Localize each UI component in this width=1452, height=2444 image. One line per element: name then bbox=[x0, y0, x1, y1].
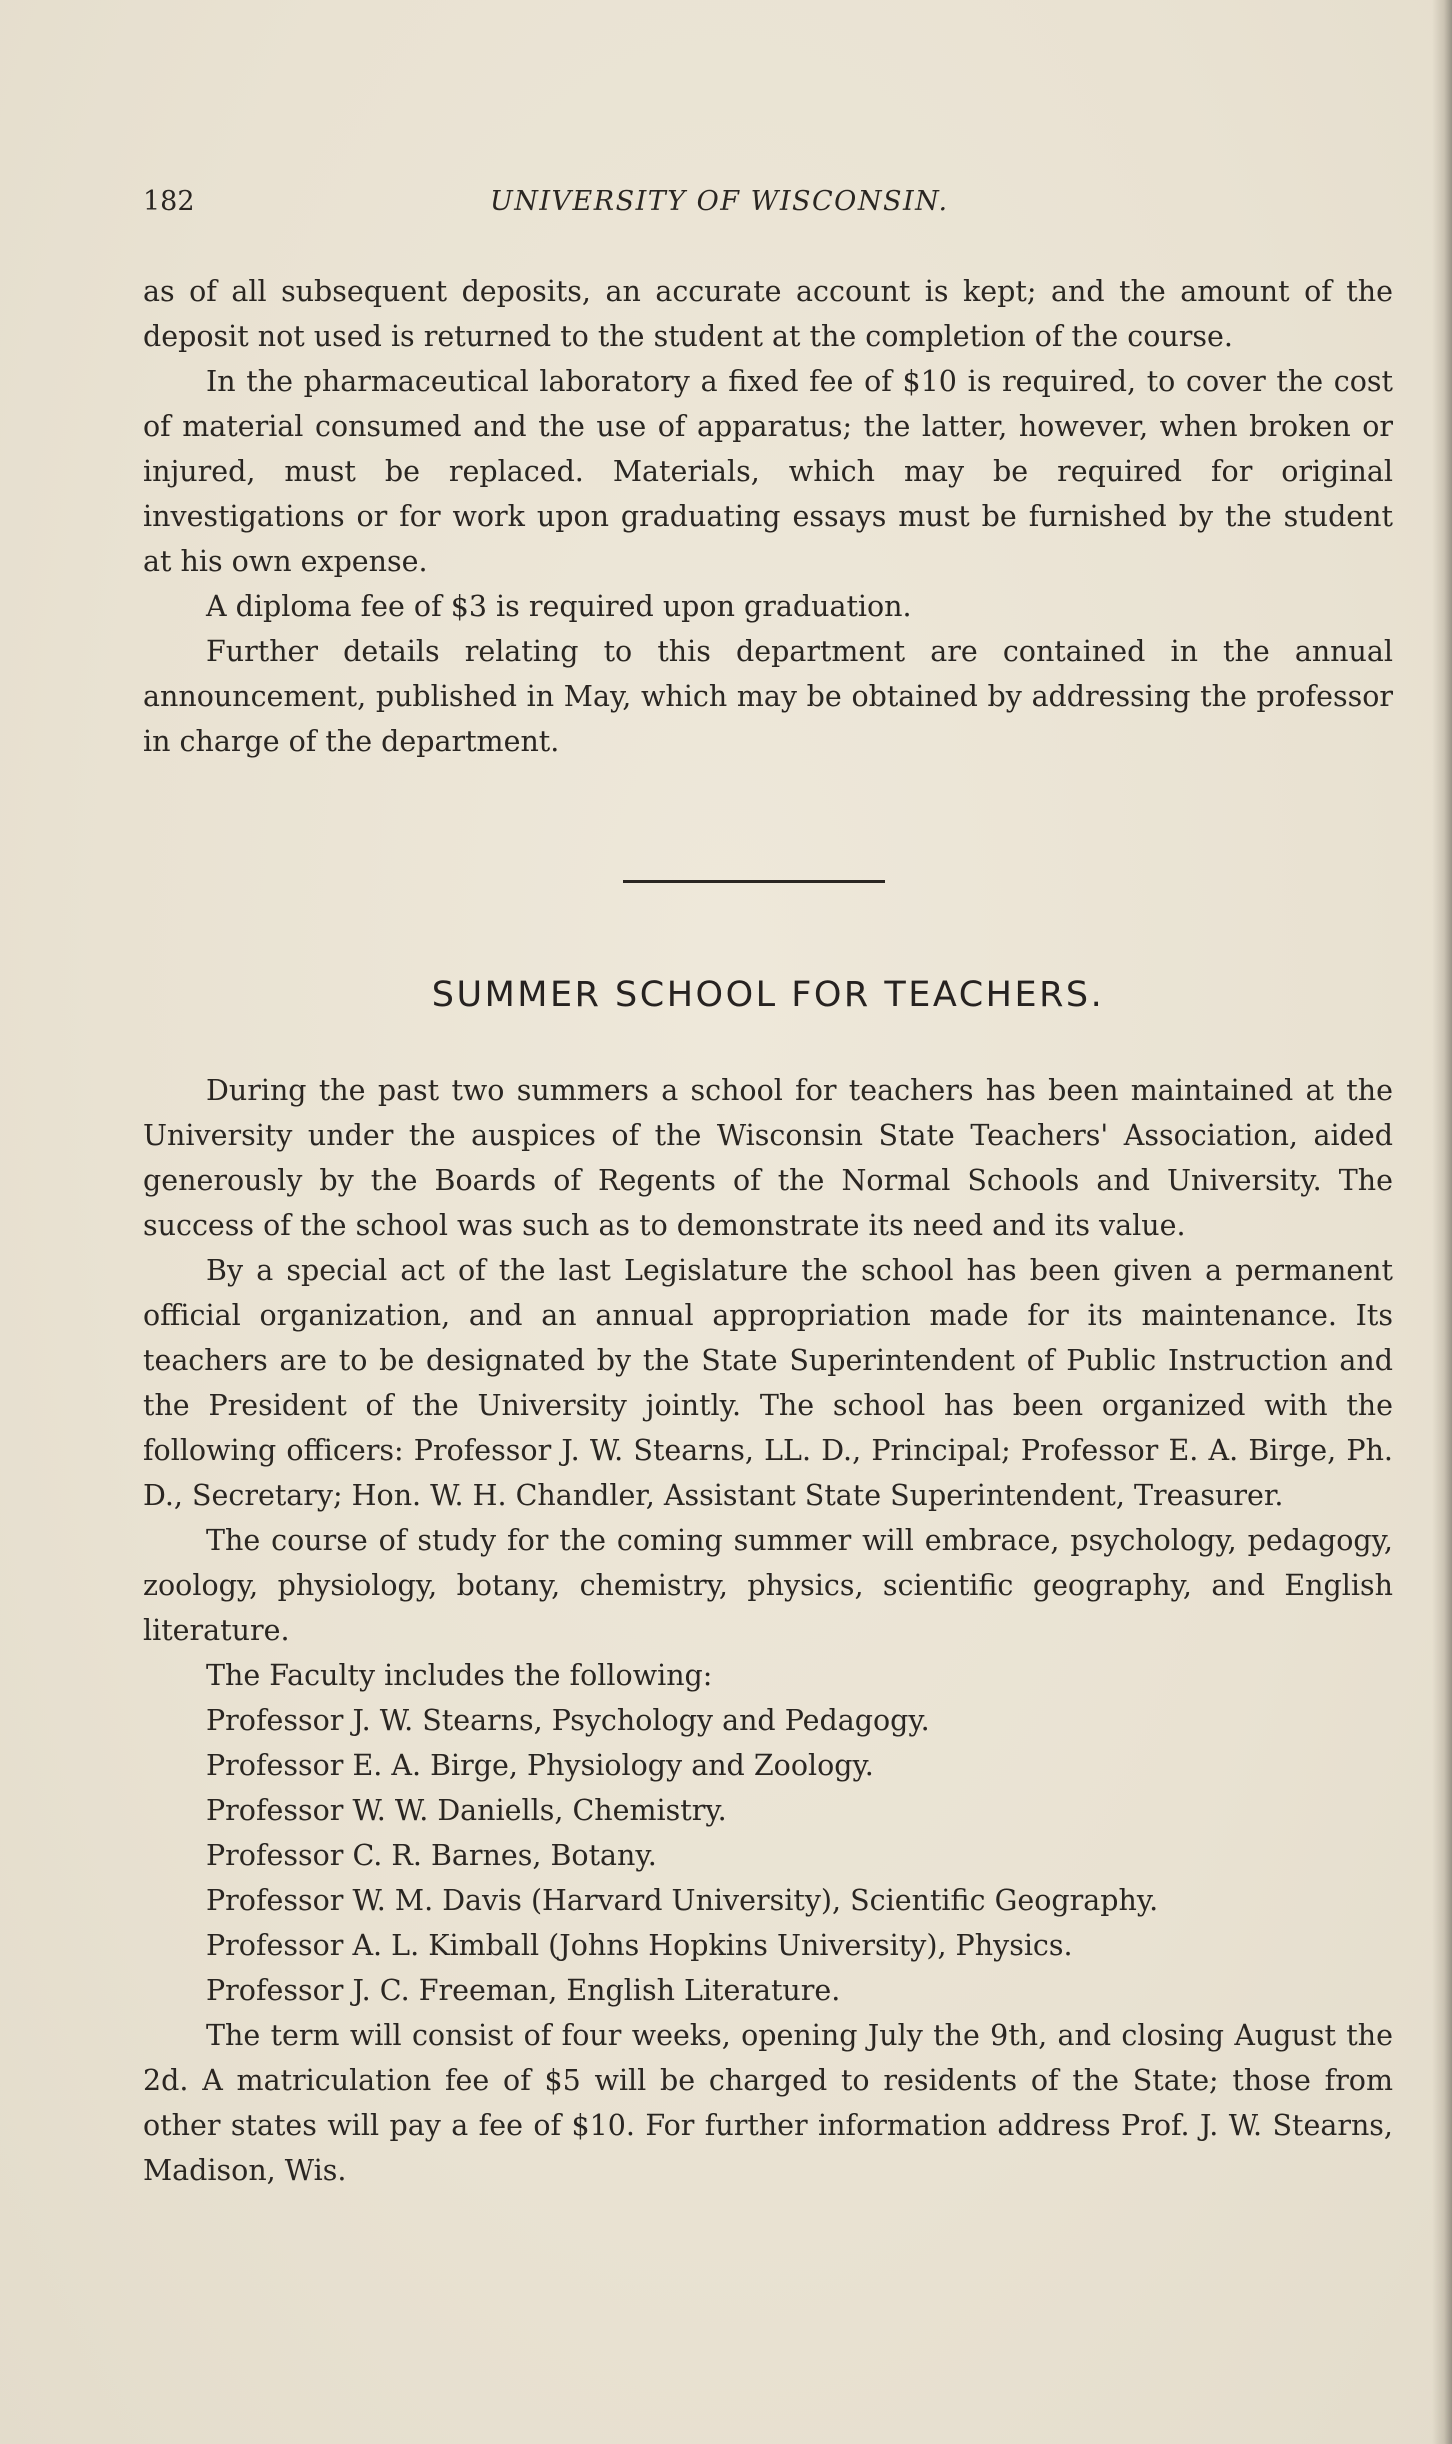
page-header bbox=[143, 186, 1393, 226]
paragraph-diploma-fee: A diploma fee of $3 is required upon graduation. bbox=[206, 590, 912, 623]
paragraph-organization: By a special act of the last Legislature the school has been given a permanent official organization, and an annual appropriation made for its maintenance. Its teachers are to be designated by the State Superintendent of Public Instruction and the President of the University jointly. The school has been organized with the following officers: Professor J. W. Stearns, LL. D., Principal; Professor E. A. Birge, Ph. D., Secretary; Hon. W. H. Chandler, Assistant State Superintendent, Treasurer. bbox=[143, 1254, 1393, 1512]
faculty-item: Professor C. R. Barnes, Botany. bbox=[206, 1839, 657, 1872]
faculty-item: Professor E. A. Birge, Physiology and Zoology. bbox=[206, 1749, 874, 1782]
summer-school-section bbox=[143, 1068, 1393, 2193]
fees-section bbox=[143, 269, 1393, 764]
paragraph-pharmacy-fee: In the pharmaceutical laboratory a fixed fee of $10 is required, to cover the cost of material consumed and the use of apparatus; the latter, however, when broken or injured, must be replaced. Materials, which may be required for original investigations or for work upon graduating essays must be furnished by the student at his own expense. bbox=[143, 365, 1393, 578]
paragraph-continuation: as of all subsequent deposits, an accurate account is kept; and the amount of the deposit not used is returned to the student at the completion of the course. bbox=[143, 275, 1393, 353]
running-head: UNIVERSITY OF WISCONSIN. bbox=[490, 186, 949, 217]
faculty-item: Professor J. C. Freeman, English Literature. bbox=[206, 1974, 841, 2007]
faculty-item: Professor A. L. Kimball (Johns Hopkins University), Physics. bbox=[206, 1929, 1073, 1962]
paragraph-further-details: Further details relating to this department are contained in the annual announcement, published in May, which may be obtained by addressing the professor in charge of the department. bbox=[143, 635, 1393, 758]
section-divider bbox=[623, 880, 885, 883]
faculty-item: Professor W. M. Davis (Harvard University), Scientific Geography. bbox=[206, 1884, 1159, 1917]
faculty-item: Professor W. W. Daniells, Chemistry. bbox=[206, 1794, 727, 1827]
paragraph-faculty-intro: The Faculty includes the following: bbox=[206, 1659, 713, 1692]
section-title: SUMMER SCHOOL FOR TEACHERS. bbox=[431, 975, 1105, 1015]
paragraph-course-of-study: The course of study for the coming summer will embrace, psychology, pedagogy, zoology, physiology, botany, chemistry, physics, scientific geography, and English literature. bbox=[143, 1524, 1393, 1647]
faculty-item: Professor J. W. Stearns, Psychology and Pedagogy. bbox=[206, 1704, 930, 1737]
page-edge-shadow bbox=[1432, 0, 1452, 2444]
paragraph-term-details: The term will consist of four weeks, opening July the 9th, and closing August the 2d. A matriculation fee of $5 will be charged to residents of the State; those from other states will pay a fee of $10. For further information address Prof. J. W. Stearns, Madison, Wis. bbox=[143, 2019, 1393, 2187]
page-number: 182 bbox=[143, 186, 195, 217]
paragraph-history: During the past two summers a school for teachers has been maintained at the University under the auspices of the Wisconsin State Teachers' Association, aided generously by the Boards of Regents of the Normal Schools and University. The success of the school was such as to demonstrate its need and its value. bbox=[143, 1074, 1393, 1242]
